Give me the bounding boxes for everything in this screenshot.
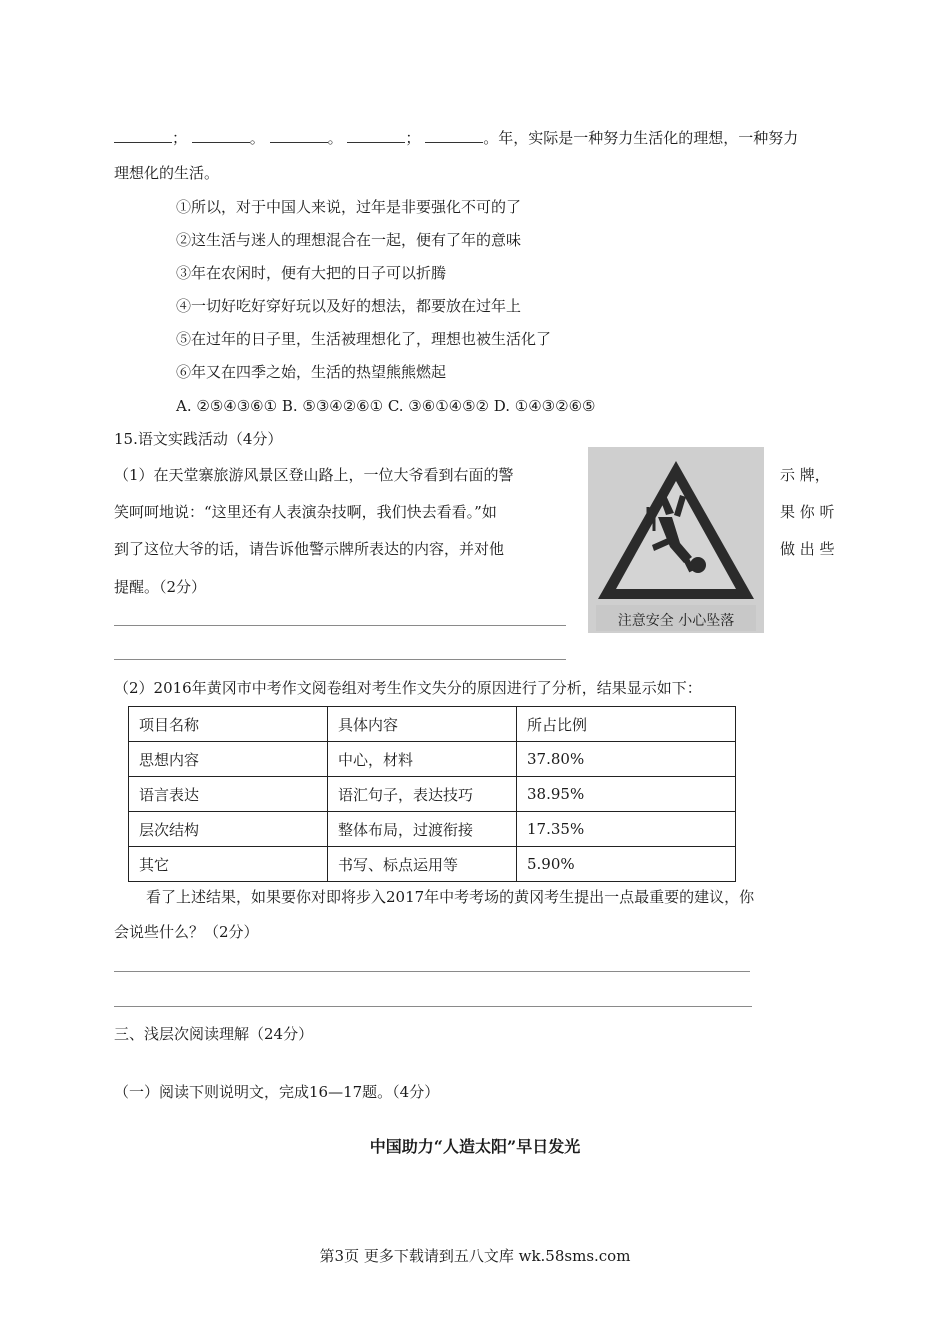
table-row bbox=[129, 777, 736, 812]
q14-item-4: ④一切好吃好穿好玩以及好的想法，都要放在过年上 bbox=[176, 297, 522, 315]
warning-sign-caption: 注意安全 小心坠落 bbox=[617, 613, 735, 629]
q14-line2: 理想化的生活。 bbox=[114, 164, 220, 182]
answer-line-q15-2b[interactable] bbox=[114, 1006, 752, 1007]
answer-blank-3[interactable] bbox=[270, 128, 328, 143]
q15-p1-line1: （1）在天堂寨旅游风景区登山路上，一位大爷看到右面的警 bbox=[114, 466, 514, 484]
table-cell: 中心，材料 bbox=[328, 742, 517, 777]
table-cell: 整体布局，过渡衔接 bbox=[328, 812, 517, 847]
table-row bbox=[129, 812, 736, 847]
answer-blank-4[interactable] bbox=[347, 128, 405, 143]
page-footer: 第3页 更多下载请到五八文库 wk.58sms.com bbox=[319, 1247, 631, 1265]
q15-p1-line3: 到了这位大爷的话，请告诉他警示牌所表达的内容，并对他 bbox=[114, 540, 505, 558]
table-cell: 书写、标点运用等 bbox=[328, 847, 517, 882]
answer-blank-1[interactable] bbox=[114, 128, 172, 143]
table-header: 具体内容 bbox=[328, 707, 517, 742]
q14-item-2: ②这生活与迷人的理想混合在一起，便有了年的意味 bbox=[176, 231, 522, 249]
q15-p2-intro: （2）2016年黄冈市中考作文阅卷组对考生作文失分的原因进行了分析，结果显示如下： bbox=[114, 679, 702, 697]
article-title: 中国助力“人造太阳”早日发光 bbox=[369, 1137, 581, 1156]
section3-heading: 三、浅层次阅读理解（24分） bbox=[114, 1025, 314, 1043]
table-cell: 38.95% bbox=[517, 777, 736, 812]
q15-p2-question-line2: 会说些什么？（2分） bbox=[114, 923, 259, 941]
table-header: 项目名称 bbox=[129, 707, 328, 742]
table-row bbox=[129, 847, 736, 882]
q15-p1-line2-right: 果 你 听 bbox=[780, 503, 835, 521]
table-header-row bbox=[129, 707, 736, 742]
table-cell: 层次结构 bbox=[129, 812, 328, 847]
q14-item-6: ⑥年又在四季之始，生活的热望熊熊燃起 bbox=[176, 363, 447, 381]
q14-line1-tail: 年，实际是一种努力生活化的理想，一种努力 bbox=[498, 129, 799, 147]
q15-p1-line3-right: 做 出 些 bbox=[780, 540, 835, 558]
table-cell: 5.90% bbox=[517, 847, 736, 882]
table-cell: 语言表达 bbox=[129, 777, 328, 812]
table-cell: 其它 bbox=[129, 847, 328, 882]
answer-line-q15-1b[interactable] bbox=[114, 659, 566, 660]
table-row bbox=[129, 742, 736, 777]
section3-subheading: （一）阅读下则说明文，完成16—17题。（4分） bbox=[114, 1083, 440, 1101]
table-cell: 37.80% bbox=[517, 742, 736, 777]
q14-item-1: ①所以，对于中国人来说，过年是非要强化不可的了 bbox=[176, 198, 522, 216]
table-cell: 语汇句子，表达技巧 bbox=[328, 777, 517, 812]
q15-p1-line2: 笑呵呵地说：“这里还有人表演杂技啊，我们快去看看。”如 bbox=[114, 503, 497, 521]
q15-p1-line1-right: 示 牌， bbox=[780, 466, 830, 484]
q15-p1-line4: 提醒。（2分） bbox=[114, 578, 207, 596]
q15-p2-question-line1: 看了上述结果，如果要你对即将步入2017年中考考场的黄冈考生提出一点最重要的建议，你 bbox=[146, 888, 755, 906]
q14-item-3: ③年在农闲时，便有大把的日子可以折腾 bbox=[176, 264, 447, 282]
table-header: 所占比例 bbox=[517, 707, 736, 742]
q14-options: A. ②⑤④③⑥① B. ⑤③④②⑥① C. ③⑥①④⑤② D. ①④③②⑥⑤ bbox=[176, 397, 596, 415]
answer-line-q15-1a[interactable] bbox=[114, 625, 566, 626]
data-table bbox=[128, 706, 736, 882]
falling-person-warning-icon bbox=[588, 447, 764, 633]
warning-sign-image bbox=[588, 447, 764, 633]
q14-line1: ； 。 。 ； 。年，实际是一种努力生活化的理想，一种努力 bbox=[114, 128, 798, 148]
table-cell: 17.35% bbox=[517, 812, 736, 847]
table-cell: 思想内容 bbox=[129, 742, 328, 777]
q15-heading: 15.语文实践活动（4分） bbox=[114, 430, 283, 448]
answer-line-q15-2a[interactable] bbox=[114, 971, 750, 972]
answer-blank-2[interactable] bbox=[192, 128, 250, 143]
answer-blank-5[interactable] bbox=[425, 128, 483, 143]
q14-item-5: ⑤在过年的日子里，生活被理想化了，理想也被生活化了 bbox=[176, 330, 552, 348]
